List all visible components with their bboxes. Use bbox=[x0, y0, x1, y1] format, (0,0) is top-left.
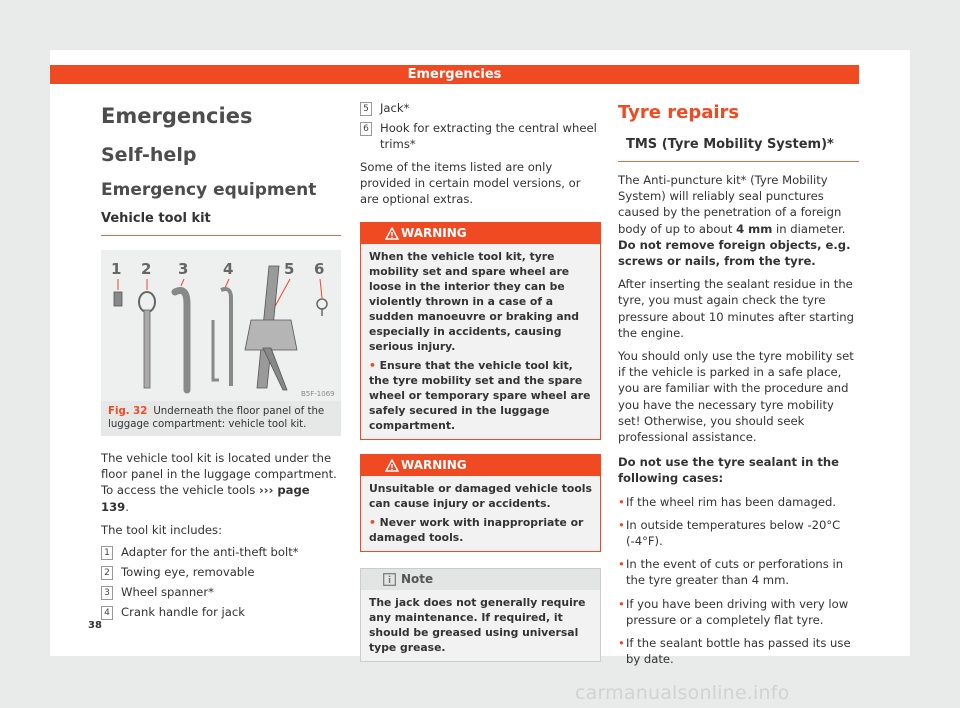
bullet-icon: • bbox=[618, 494, 625, 509]
warning-title: WARNING bbox=[401, 457, 467, 472]
item-number: 5 bbox=[360, 102, 372, 116]
usage-paragraph: You should only use the tyre mobility set if the vehicle is parked in a safe place, you are familiar with the procedure and you have the necessary tyre mobility set! Otherwise, you should seek professional assistance. bbox=[618, 349, 854, 445]
figure-caption bbox=[101, 401, 341, 436]
item-number: 2 bbox=[101, 566, 113, 580]
tool-list-continued bbox=[360, 100, 601, 152]
warning-box bbox=[360, 222, 601, 440]
item-text: Wheel spanner* bbox=[121, 585, 214, 600]
list-item bbox=[618, 635, 859, 667]
intro-end: . bbox=[125, 499, 129, 514]
bullet-text: If the sealant bottle has passed its use by date. bbox=[626, 636, 851, 667]
tool-kit-figure bbox=[101, 250, 341, 401]
warning-body bbox=[361, 476, 600, 551]
bullet-icon: • bbox=[618, 596, 625, 611]
warning-icon bbox=[385, 459, 399, 472]
bullet-icon: • bbox=[618, 557, 625, 572]
callout-number: 2 bbox=[141, 260, 152, 278]
item-text: Crank handle for jack bbox=[121, 605, 245, 620]
tool-kit-illustration bbox=[101, 250, 341, 401]
tms-warning-text: Do not remove foreign objects, e.g. screws or nails, from the tyre. bbox=[618, 237, 851, 269]
bullet-text: If you have been driving with very low pressure or a completely flat tyre. bbox=[626, 596, 849, 627]
list-item bbox=[360, 120, 601, 152]
bullet-icon: • bbox=[369, 515, 380, 529]
intro-paragraph bbox=[101, 450, 341, 515]
warning-bullet bbox=[369, 515, 592, 545]
warning-text: Unsuitable or damaged vehicle tools can cause injury or accidents. bbox=[369, 481, 592, 510]
warning-body bbox=[361, 244, 600, 439]
warning-bullet-text: Ensure that the vehicle tool kit, the tyre mobility set and the spare wheel or temporary spare wheel are safely secured in the luggage compartment. bbox=[369, 358, 591, 432]
list-intro: The tool kit includes: bbox=[101, 522, 223, 537]
page-number: 38 bbox=[88, 620, 102, 631]
list-item bbox=[101, 584, 341, 600]
warning-bullet-text: Never work with inappropriate or damaged tools. bbox=[369, 515, 584, 544]
watermark: carmanualsonline.info bbox=[575, 682, 790, 704]
item-text: Hook for extracting the central wheel trims* bbox=[380, 121, 597, 151]
subsection-title: Emergency equipment bbox=[101, 180, 317, 200]
tms-text: The Anti-puncture kit* (Tyre Mobility System) will reliably seal punctures caused by the penetration of a foreign body of up to about bbox=[618, 173, 842, 236]
bullet-icon: • bbox=[618, 636, 625, 651]
section-header: Emergencies bbox=[50, 65, 859, 84]
list-item bbox=[360, 100, 601, 116]
tms-paragraph bbox=[618, 172, 859, 269]
sealant-paragraph: After inserting the sealant residue in the tyre, you must again check the tyre pressure about 10 minutes after starting the engine. bbox=[618, 277, 854, 340]
figure-label: Fig. 32 bbox=[108, 406, 148, 417]
bullet-icon: • bbox=[369, 358, 380, 372]
figure-caption-text: Underneath the floor panel of the luggage compartment: vehicle tool kit. bbox=[108, 406, 325, 430]
callout-number: 3 bbox=[178, 260, 189, 278]
note-box bbox=[360, 568, 601, 662]
warning-box bbox=[360, 454, 601, 552]
warning-bullet bbox=[369, 358, 592, 433]
intro-text: The vehicle tool kit is located under the floor panel in the luggage compartment. To access the vehicle tools bbox=[101, 451, 337, 498]
bullet-icon: • bbox=[618, 517, 625, 532]
callout-number: 1 bbox=[111, 260, 122, 278]
tms-title: TMS (Tyre Mobility System)* bbox=[618, 136, 859, 162]
warning-text: When the vehicle tool kit, tyre mobility set and spare wheel are loose in the interior they can be violently thrown in a case of a sudden manoeuvre or braking and especially in accidents, causing serious injury. bbox=[369, 249, 580, 353]
bullet-text: In the event of cuts or perforations in the tyre greater than 4 mm. bbox=[626, 557, 844, 588]
warning-title: WARNING bbox=[401, 225, 467, 240]
warning-icon bbox=[385, 227, 399, 240]
tms-size: 4 mm bbox=[736, 221, 773, 236]
list-item bbox=[618, 596, 859, 628]
item-number: 1 bbox=[101, 546, 113, 560]
list-item bbox=[618, 494, 859, 510]
list-item bbox=[101, 604, 341, 620]
bullet-text: If the wheel rim has been damaged. bbox=[626, 494, 837, 509]
item-number: 6 bbox=[360, 122, 372, 136]
note-title: Note bbox=[401, 571, 434, 586]
column-2 bbox=[360, 100, 601, 662]
list-item bbox=[618, 517, 859, 549]
list-item bbox=[101, 544, 341, 560]
page-reference-link[interactable]: ››› page 139 bbox=[101, 483, 310, 514]
item-number: 3 bbox=[101, 586, 113, 600]
warning-header bbox=[361, 455, 600, 476]
topic-title: Vehicle tool kit bbox=[101, 210, 341, 236]
callout-number: 6 bbox=[314, 260, 325, 278]
list-item bbox=[618, 556, 859, 588]
item-text: Jack* bbox=[380, 101, 410, 115]
tyre-repairs-title: Tyre repairs bbox=[618, 102, 740, 123]
list-item bbox=[101, 564, 341, 580]
figure-code: B5F-1069 bbox=[301, 390, 335, 398]
item-text: Adapter for the anti-theft bolt* bbox=[121, 545, 299, 560]
warning-header bbox=[361, 223, 600, 244]
tms-text-end: in diameter. bbox=[776, 221, 846, 236]
bullet-text: In outside temperatures below -20°C (-4°F). bbox=[626, 517, 841, 549]
callout-number: 5 bbox=[284, 260, 295, 278]
do-not-use-heading: Do not use the tyre sealant in the following cases: bbox=[618, 455, 840, 486]
column-3 bbox=[618, 100, 859, 667]
note-text: The jack does not generally require any maintenance. If required, it should be greased using universal type grease. bbox=[369, 595, 586, 654]
item-number: 4 bbox=[101, 606, 113, 620]
column-1 bbox=[101, 100, 341, 624]
section-title: Self-help bbox=[101, 144, 197, 166]
callout-number: 4 bbox=[223, 260, 234, 278]
optional-extras-paragraph: Some of the items listed are only provided in certain model versions, or are optional extras. bbox=[360, 160, 581, 207]
info-icon bbox=[383, 573, 396, 586]
note-header bbox=[361, 569, 600, 590]
tool-list bbox=[101, 544, 341, 620]
item-text: Towing eye, removable bbox=[121, 565, 255, 580]
chapter-title: Emergencies bbox=[101, 104, 253, 128]
